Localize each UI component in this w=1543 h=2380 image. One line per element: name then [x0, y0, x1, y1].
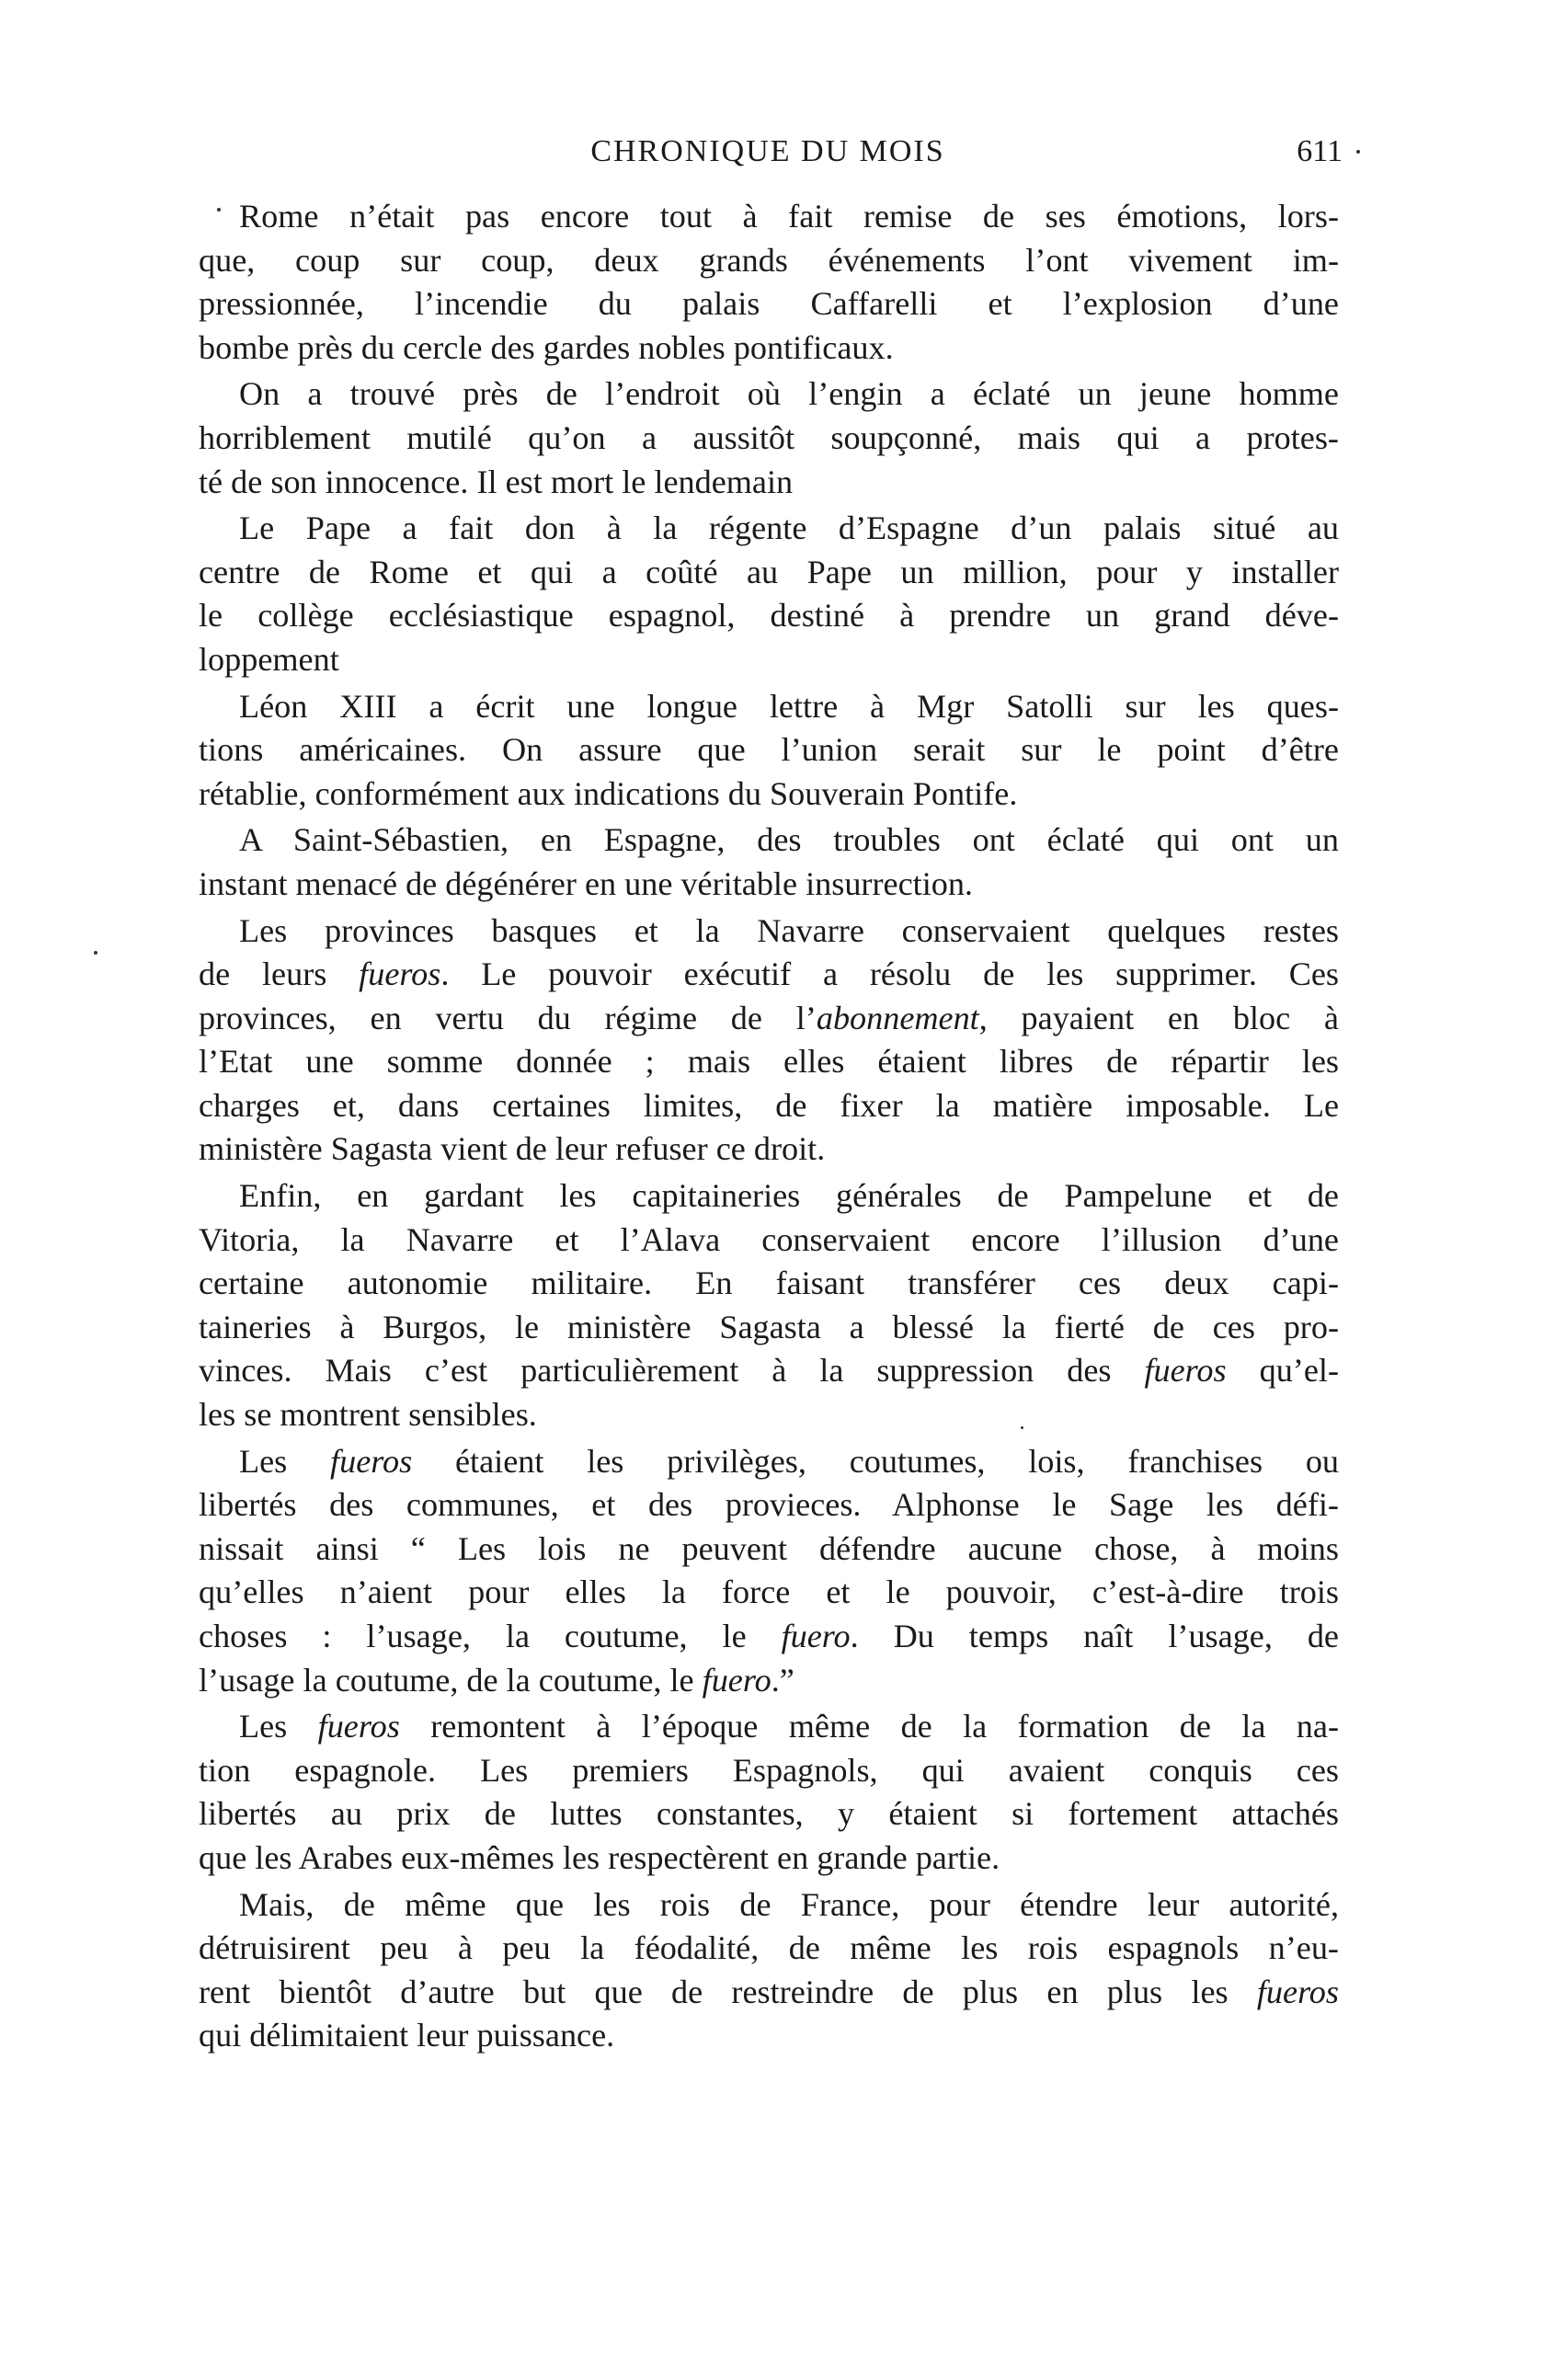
running-title: CHRONIQUE DU MOIS: [590, 134, 945, 168]
text-line: loppement: [199, 640, 339, 678]
text-line: Les provinces basques et la Navarre conservaient quelques restes: [239, 911, 1339, 949]
text-line: Léon XIII a écrit une longue lettre à Mgr Satolli sur les ques-: [239, 687, 1339, 725]
text-line: instant menacé de dégénérer en une véritable insurrection.: [199, 864, 973, 902]
text-line: centre de Rome et qui a coûté au Pape un million, pour y installer: [199, 553, 1339, 590]
text-line: Mais, de même que les rois de France, pour étendre leur autorité,: [239, 1885, 1339, 1923]
paragraph: [199, 685, 1339, 817]
text-line: On a trouvé près de l’endroit où l’engin a éclaté un jeune homme: [239, 375, 1339, 413]
text-line: nissait ainsi “ Les lois ne peuvent défendre aucune chose, à moins: [199, 1529, 1339, 1567]
text-line: l’Etat une somme donnée ; mais elles étaient libres de répartir les: [199, 1043, 1339, 1081]
paragraph: [199, 372, 1339, 504]
paragraph: [199, 818, 1339, 906]
scan-speck: [94, 951, 97, 955]
text-line: ministère Sagasta vient de leur refuser ce droit.: [199, 1130, 826, 1168]
text-line: que, coup sur coup, deux grands événements l’ont vivement im-: [199, 241, 1339, 279]
text-line: détruisirent peu à peu la féodalité, de même les rois espagnols n’eu-: [199, 1929, 1339, 1967]
article-body: [199, 195, 1339, 2061]
scan-speck: [1021, 1426, 1023, 1429]
text-line: bombe près du cercle des gardes nobles pontificaux.: [199, 328, 894, 366]
paragraph: [199, 1440, 1339, 1703]
text-line: les se montrent sensibles.: [199, 1396, 537, 1434]
text-line: taineries à Burgos, le ministère Sagasta a blessé la fierté de ces pro-: [199, 1308, 1339, 1345]
text-line: rétablie, conformément aux indications du Souverain Pontife.: [199, 774, 1018, 812]
paragraph: [199, 1174, 1339, 1437]
text-line: Le Pape a fait don à la régente d’Espagne d’un palais situé au: [239, 509, 1339, 547]
paragraph: [199, 507, 1339, 681]
text-line: que les Arabes eux-mêmes les respectèrent en grande partie.: [199, 1838, 1000, 1876]
text-line: Les fueros remontent à l’époque même de la formation de la na-: [239, 1708, 1340, 1745]
paragraph: [199, 1883, 1339, 2058]
text-line: tion espagnole. Les premiers Espagnols, qui avaient conquis ces: [199, 1751, 1339, 1789]
text-line: A Saint-Sébastien, en Espagne, des troubles ont éclaté qui ont un: [239, 821, 1339, 859]
text-line: qu’elles n’aient pour elles la force et le pouvoir, c’est-à-dire trois: [199, 1573, 1339, 1611]
text-line: Vitoria, la Navarre et l’Alava conservaient encore l’illusion d’une: [199, 1220, 1339, 1258]
paragraph: [199, 910, 1339, 1173]
paragraph: [199, 1705, 1339, 1880]
text-line: certaine autonomie militaire. En faisant transférer ces deux capi-: [199, 1264, 1339, 1302]
text-line: l’usage la coutume, de la coutume, le fuero.”: [199, 1661, 794, 1699]
text-line: Rome n’était pas encore tout à fait remise de ses émotions, lors-: [239, 198, 1339, 235]
text-line: qui délimitaient leur puissance.: [199, 2017, 615, 2054]
text-line: libertés des communes, et des provieces. Alphonse le Sage les défi-: [199, 1486, 1339, 1524]
text-line: vinces. Mais c’est particulièrement à la suppression des fueros qu’el-: [199, 1352, 1339, 1390]
text-line: horriblement mutilé qu’on a aussitôt soupçonné, mais qui a protes-: [199, 418, 1339, 456]
text-line: choses : l’usage, la coutume, le fuero. Du temps naît l’usage, de: [199, 1618, 1339, 1654]
text-line: tions américaines. On assure que l’union serait sur le point d’être: [199, 731, 1339, 769]
text-line: libertés au prix de luttes constantes, y étaient si fortement attachés: [199, 1795, 1339, 1833]
text-line: té de son innocence. Il est mort le lendemain: [199, 463, 794, 500]
page-number: 611: [1297, 134, 1343, 168]
text-line: de leurs fueros. Le pouvoir exécutif a résolu de les supprimer. Ces: [199, 955, 1340, 993]
text-line: pressionnée, l’incendie du palais Caffarelli et l’explosion d’une: [199, 285, 1339, 323]
text-line: provinces, en vertu du régime de l’abonnement, payaient en bloc à: [199, 999, 1339, 1036]
scan-speck: [1356, 150, 1360, 154]
text-line: rent bientôt d’autre but que de restreindre de plus en plus les fueros: [199, 1973, 1339, 2010]
text-line: Enfin, en gardant les capitaineries générales de Pampelune et de: [239, 1177, 1339, 1215]
page-header: [193, 129, 1343, 175]
text-line: Les fueros étaient les privilèges, coutumes, lois, franchises ou: [239, 1442, 1340, 1480]
scan-speck: [217, 208, 221, 212]
text-line: le collège ecclésiastique espagnol, destiné à prendre un grand déve-: [199, 597, 1339, 635]
paragraph: [199, 195, 1339, 370]
text-line: charges et, dans certaines limites, de fixer la matière imposable. Le: [199, 1086, 1339, 1124]
